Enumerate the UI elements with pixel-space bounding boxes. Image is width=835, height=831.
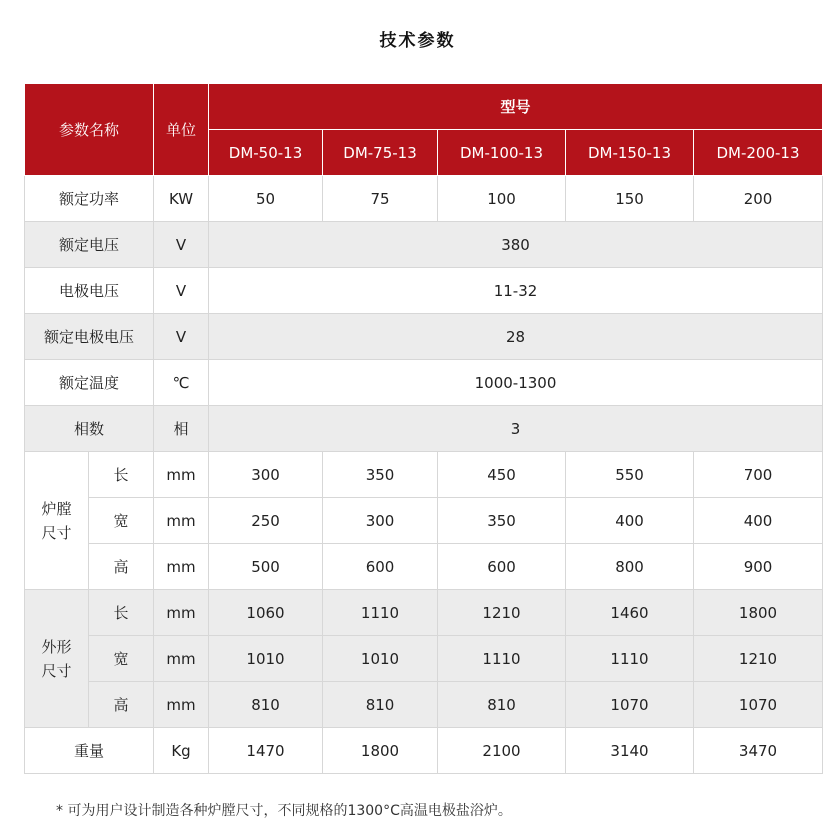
table-row — [25, 544, 823, 590]
header-model-cell: DM-50-13 — [209, 130, 323, 176]
row-label: 宽 — [89, 636, 154, 682]
table-cell: 11-32 — [209, 268, 823, 314]
row-unit: V — [154, 268, 209, 314]
table-cell: 1010 — [323, 636, 438, 682]
footnote: * 可为用户设计制造各种炉膛尺寸，不同规格的1300°C高温电极盐浴炉。 — [56, 803, 512, 819]
table-row — [25, 636, 823, 682]
table-cell: 1110 — [438, 636, 566, 682]
table-cell: 1000-1300 — [209, 360, 823, 406]
table-cell: 810 — [209, 682, 323, 728]
page-title: 技术参数 — [379, 31, 456, 51]
table-cell: 1070 — [566, 682, 694, 728]
table-cell: 250 — [209, 498, 323, 544]
outer-size-label: 外形 尺寸 — [25, 590, 89, 728]
table-cell: 1070 — [694, 682, 823, 728]
table-cell: 400 — [566, 498, 694, 544]
table-cell: 600 — [323, 544, 438, 590]
table-cell: 450 — [438, 452, 566, 498]
table-row — [25, 268, 823, 314]
table-cell: 3140 — [566, 728, 694, 774]
row-unit: mm — [154, 544, 209, 590]
table-cell: 500 — [209, 544, 323, 590]
row-unit: mm — [154, 498, 209, 544]
row-label: 额定电压 — [25, 222, 154, 268]
table-cell: 380 — [209, 222, 823, 268]
table-cell: 1210 — [438, 590, 566, 636]
table-row — [25, 590, 823, 636]
header-param-name: 参数名称 — [25, 84, 154, 176]
table-row — [25, 498, 823, 544]
table-row — [25, 682, 823, 728]
table-cell: 900 — [694, 544, 823, 590]
table-cell: 50 — [209, 176, 323, 222]
header-model: 型号 — [209, 84, 823, 130]
row-label: 额定温度 — [25, 360, 154, 406]
table-cell: 75 — [323, 176, 438, 222]
row-label: 长 — [89, 452, 154, 498]
header-model-cell: DM-75-13 — [323, 130, 438, 176]
row-label: 电极电压 — [25, 268, 154, 314]
row-label: 高 — [89, 544, 154, 590]
table-cell: 1800 — [323, 728, 438, 774]
row-label: 高 — [89, 682, 154, 728]
chamber-size-label: 炉膛 尺寸 — [25, 452, 89, 590]
table-row — [25, 314, 823, 360]
table-cell: 200 — [694, 176, 823, 222]
row-unit: KW — [154, 176, 209, 222]
table-row — [25, 222, 823, 268]
row-unit: V — [154, 314, 209, 360]
header-model-cell: DM-150-13 — [566, 130, 694, 176]
table-cell: 1460 — [566, 590, 694, 636]
table-cell: 800 — [566, 544, 694, 590]
table-cell: 550 — [566, 452, 694, 498]
row-label: 相数 — [25, 406, 154, 452]
table-cell: 1210 — [694, 636, 823, 682]
row-unit: Kg — [154, 728, 209, 774]
table-row — [25, 452, 823, 498]
table-row — [25, 360, 823, 406]
table-cell: 300 — [323, 498, 438, 544]
table-cell: 1800 — [694, 590, 823, 636]
table-cell: 1060 — [209, 590, 323, 636]
table-cell: 700 — [694, 452, 823, 498]
table-cell: 1470 — [209, 728, 323, 774]
header-model-cell: DM-100-13 — [438, 130, 566, 176]
table-cell: 350 — [438, 498, 566, 544]
row-unit: ℃ — [154, 360, 209, 406]
table-cell: 28 — [209, 314, 823, 360]
table-cell: 1010 — [209, 636, 323, 682]
row-unit: mm — [154, 682, 209, 728]
row-label: 宽 — [89, 498, 154, 544]
table-cell: 810 — [438, 682, 566, 728]
header-model-cell: DM-200-13 — [694, 130, 823, 176]
table-cell: 400 — [694, 498, 823, 544]
table-cell: 1110 — [323, 590, 438, 636]
row-label: 重量 — [25, 728, 154, 774]
table-cell: 300 — [209, 452, 323, 498]
row-unit: V — [154, 222, 209, 268]
table-cell: 3470 — [694, 728, 823, 774]
row-unit: 相 — [154, 406, 209, 452]
row-unit: mm — [154, 590, 209, 636]
spec-table — [24, 83, 823, 774]
row-label: 额定电极电压 — [25, 314, 154, 360]
row-label: 长 — [89, 590, 154, 636]
table-cell: 2100 — [438, 728, 566, 774]
table-row — [25, 406, 823, 452]
table-cell: 3 — [209, 406, 823, 452]
table-cell: 150 — [566, 176, 694, 222]
table-header — [25, 84, 823, 176]
table-row — [25, 176, 823, 222]
table-cell: 600 — [438, 544, 566, 590]
header-unit: 单位 — [154, 84, 209, 176]
row-unit: mm — [154, 452, 209, 498]
table-cell: 810 — [323, 682, 438, 728]
row-label: 额定功率 — [25, 176, 154, 222]
table-cell: 100 — [438, 176, 566, 222]
row-unit: mm — [154, 636, 209, 682]
table-row — [25, 728, 823, 774]
table-cell: 350 — [323, 452, 438, 498]
table-cell: 1110 — [566, 636, 694, 682]
